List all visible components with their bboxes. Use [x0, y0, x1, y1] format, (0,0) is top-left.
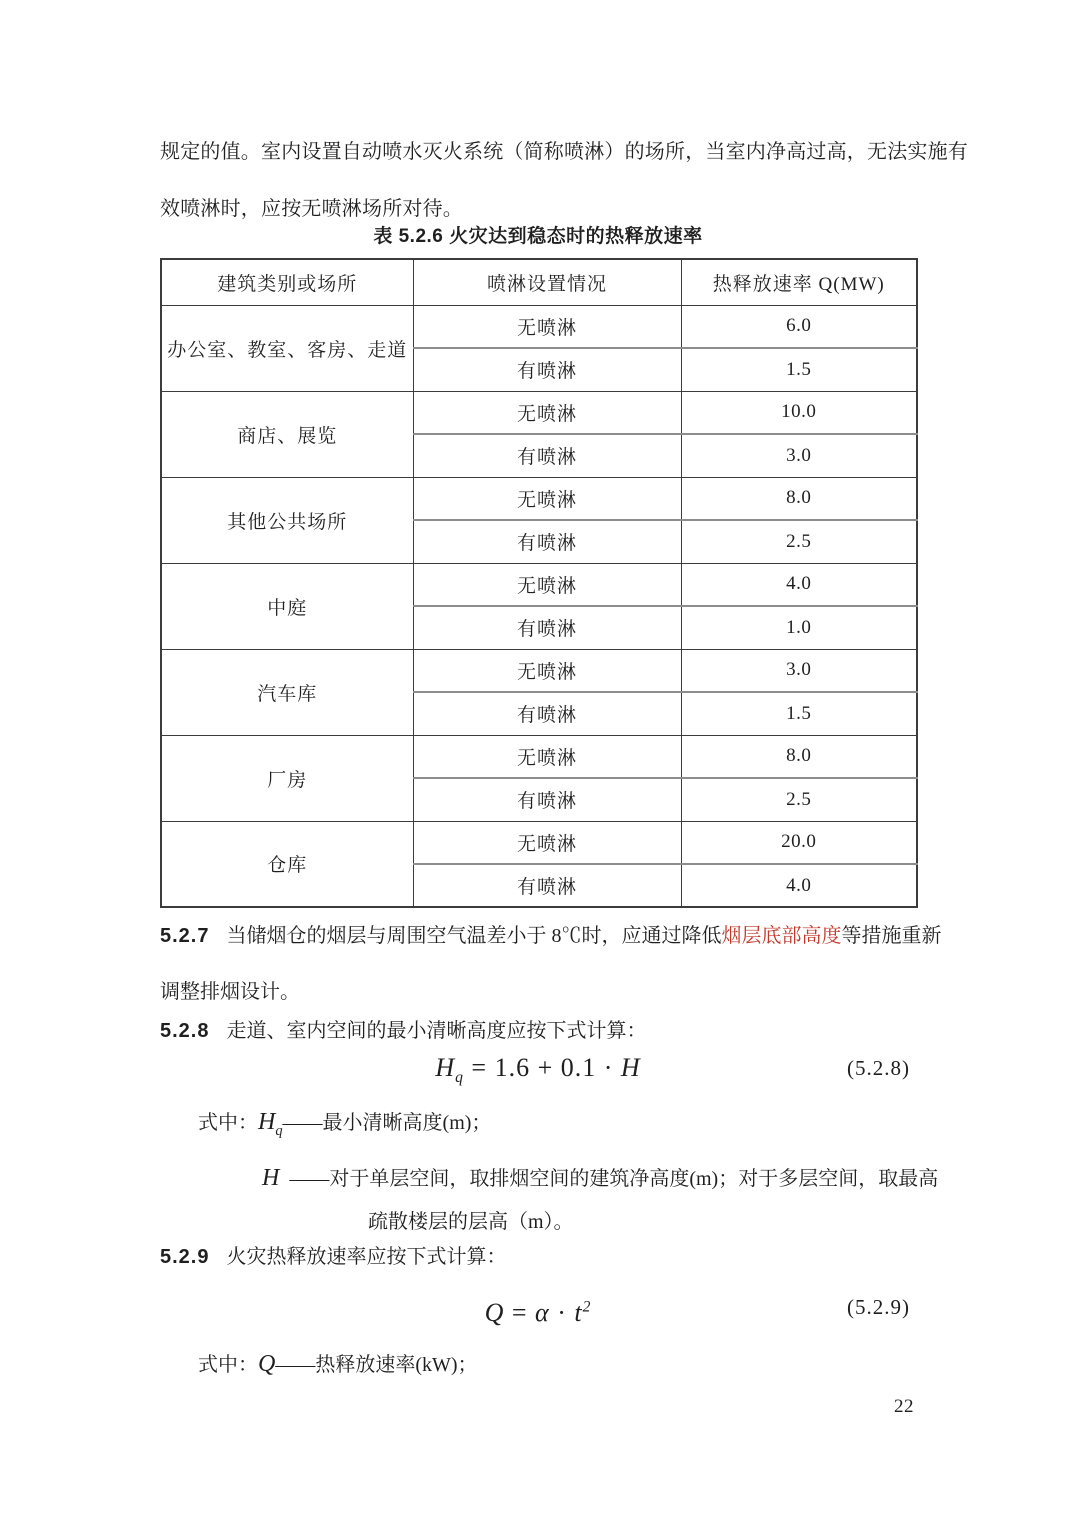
table-row: [161, 563, 917, 606]
symbol-desc: ——热释放速率(kW)；: [275, 1354, 478, 1376]
value-cell: 1.5: [681, 692, 917, 735]
section-5-2-8: [160, 1016, 916, 1046]
value-cell: 6.0: [681, 305, 917, 348]
value-cell: 4.0: [681, 563, 917, 606]
table-title: 表 5.2.6 火灾达到稳态时的热释放速率: [373, 226, 703, 247]
value-cell: 2.5: [681, 778, 917, 821]
table-row: [161, 477, 917, 520]
value-cell: 1.5: [681, 348, 917, 391]
category-cell: 汽车库: [161, 649, 413, 735]
sprinkler-cell: 有喷淋: [413, 864, 681, 907]
equation-label: (5.2.8): [847, 1056, 910, 1080]
section-5-2-7-line-2: 调整排烟设计。: [160, 981, 300, 1003]
where-label: 式中：: [198, 1112, 258, 1134]
sprinkler-cell: 有喷淋: [413, 606, 681, 649]
page-number: 22: [894, 1396, 914, 1417]
section-text: 等措施重新: [841, 925, 942, 947]
hrr-table: [160, 258, 918, 908]
sprinkler-cell: 无喷淋: [413, 305, 681, 348]
header-sprinkler: 喷淋设置情况: [413, 259, 681, 305]
sprinkler-cell: 无喷淋: [413, 391, 681, 434]
formula-5-2-8: [160, 1044, 916, 1092]
sprinkler-cell: 有喷淋: [413, 348, 681, 391]
value-cell: 8.0: [681, 477, 917, 520]
highlighted-text: 烟层底部高度: [721, 925, 842, 947]
value-cell: 4.0: [681, 864, 917, 907]
sprinkler-cell: 有喷淋: [413, 434, 681, 477]
sprinkler-cell: 有喷淋: [413, 692, 681, 735]
section-5-2-7: [160, 908, 942, 1020]
where-clause-h-cont: [368, 1206, 574, 1238]
equation: $H_q = 1.6 + 0.1 \cdot H$: [435, 1053, 641, 1087]
category-cell: 办公室、教室、客房、走道: [161, 305, 413, 391]
symbol-desc: 疏散楼层的层高（m）。: [368, 1211, 574, 1233]
symbol-desc: ——最小清晰高度(m)；: [282, 1112, 492, 1134]
sprinkler-cell: 无喷淋: [413, 821, 681, 864]
section-number: 5.2.8: [160, 1020, 210, 1042]
table-row: [161, 391, 917, 434]
where-clause-hq: [198, 1106, 491, 1147]
value-cell: 1.0: [681, 606, 917, 649]
table-row: [161, 735, 917, 778]
section-text: 走道、室内空间的最小清晰高度应按下式计算：: [226, 1020, 647, 1042]
table-row: [161, 649, 917, 692]
section-text: 当储烟仓的烟层与周围空气温差小于 8℃时，应通过降低: [226, 925, 722, 947]
sprinkler-cell: 无喷淋: [413, 735, 681, 778]
symbol-desc: ——对于单层空间，取排烟空间的建筑净高度(m)；对于多层空间，取最高: [289, 1168, 939, 1190]
sprinkler-cell: 无喷淋: [413, 649, 681, 692]
header-hrr: 热释放速率 Q(MW): [681, 259, 917, 305]
section-number: 5.2.7: [160, 925, 210, 947]
value-cell: 20.0: [681, 821, 917, 864]
category-cell: 厂房: [161, 735, 413, 821]
category-cell: 仓库: [161, 821, 413, 907]
category-cell: 其他公共场所: [161, 477, 413, 563]
sprinkler-cell: 无喷淋: [413, 563, 681, 606]
sprinkler-cell: 有喷淋: [413, 778, 681, 821]
symbol-q: Q: [258, 1351, 276, 1377]
sprinkler-cell: 无喷淋: [413, 477, 681, 520]
sprinkler-cell: 有喷淋: [413, 520, 681, 563]
section-text: 火灾热释放速率应按下式计算：: [226, 1246, 507, 1268]
formula-5-2-9: [160, 1283, 916, 1331]
equation: $Q = \alpha \cdot t^2$: [484, 1297, 592, 1327]
where-label: 式中：: [198, 1354, 258, 1376]
intro-line-2: 效喷淋时，应按无喷淋场所对待。: [160, 198, 463, 220]
section-5-2-7-line-1: [160, 908, 942, 964]
value-cell: 10.0: [681, 391, 917, 434]
symbol-h: H: [262, 1165, 280, 1191]
header-category: 建筑类别或场所: [161, 259, 413, 305]
section-number: 5.2.9: [160, 1246, 210, 1268]
value-cell: 3.0: [681, 649, 917, 692]
value-cell: 3.0: [681, 434, 917, 477]
intro-line-1: 规定的值。室内设置自动喷水灭火系统（简称喷淋）的场所，当室内净高过高，无法实施有: [160, 141, 968, 163]
table-row: [161, 821, 917, 864]
category-cell: 商店、展览: [161, 391, 413, 477]
category-cell: 中庭: [161, 563, 413, 649]
section-5-2-9: [160, 1242, 916, 1272]
value-cell: 2.5: [681, 520, 917, 563]
where-clause-h: [262, 1162, 938, 1195]
table-header-row: [161, 259, 917, 305]
table-row: [161, 305, 917, 348]
value-cell: 8.0: [681, 735, 917, 778]
where-clause-q: [198, 1348, 478, 1381]
equation-label: (5.2.9): [847, 1295, 910, 1319]
symbol-hq: $H_q$: [258, 1109, 283, 1139]
